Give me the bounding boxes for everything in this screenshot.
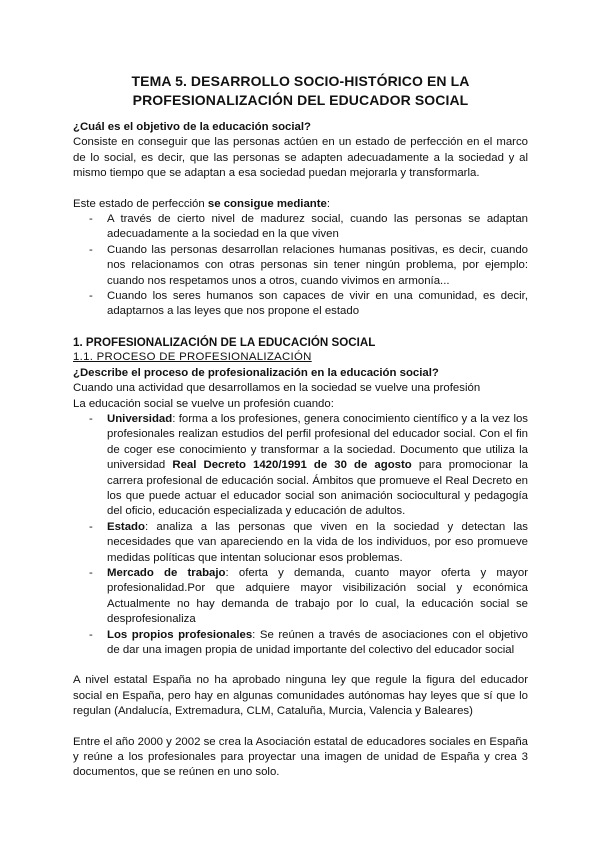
mercado-text: : oferta y demanda, cuanto mayor oferta y mayor profesionalidad.Por que adquiere mayor visibilización social y económica Actualmente no hay demanda de trabajo por lo cual, la educación social se desprofesionaliza (107, 566, 528, 626)
propios-text: : Se reúnen a través de asociaciones con el objetivo de dar una imagen propia de unidad importante del colectivo del educador social (107, 628, 528, 656)
list-item-mercado (107, 566, 528, 628)
term-universidad: Universidad (107, 412, 173, 425)
term-estado: Estado (107, 520, 145, 533)
decree-reference: Real Decreto 1420/1991 de 30 de agosto (172, 459, 412, 472)
term-propios: Los propios profesionales (107, 628, 253, 641)
spacer (73, 320, 528, 335)
list-item: - A través de cierto nivel de madurez social, cuando las personas se adaptan adecuadamente a la sociedad en la que viven (107, 212, 528, 243)
process-question: ¿Describe el proceso de profesionalización en la educación social? (73, 366, 439, 379)
perfection-intro (73, 197, 528, 212)
spacer (73, 182, 528, 197)
list-item: - Cuando los seres humanos son capaces de vivir en una comunidad, es decir, adaptarnos a las leyes que nos propone el estado (107, 289, 528, 320)
term-mercado: Mercado de trabajo (107, 566, 226, 579)
association-paragraph: Entre el año 2000 y 2002 se crea la Asociación estatal de educadores sociales en España y reúne a los profesionales para proyectar una imagen de unidad de España y crea 3 documentos, que se reúnen en uno solo. (73, 735, 528, 779)
spacer (73, 658, 528, 673)
title-line-1: TEMA 5. DESARROLLO SOCIO-HISTÓRICO EN LA (131, 73, 470, 89)
universidad-text: : forma a los profesiones, genera conocimiento científico y a la vez los profesionales realizan estudios del perfil profesional del educador social. Con el fin de coger ese conocimiento y transformar a la sociedad. Documento que utiliza la universidad (107, 412, 528, 472)
spacer (73, 720, 528, 735)
perfection-list (73, 212, 528, 320)
section-heading: 1. PROFESIONALIZACIÓN DE LA EDUCACIÓN SOCIAL (73, 335, 376, 349)
perfection-intro-colon: : (326, 197, 331, 210)
list-item-propios (107, 628, 528, 659)
objective-answer: Consiste en conseguir que las personas actúen en un estado de perfección en el marco de lo social, es decir, que las personas se adapten adecuadamente a la sociedad y al mismo tiempo que se adaptan a esa sociedad puedan mejorarla y transformarla. (73, 136, 528, 180)
document-title (73, 72, 528, 110)
perfection-intro-text: Este estado de perfección (73, 197, 208, 210)
perfection-intro-bold: se consigue mediante (207, 197, 327, 210)
process-list (73, 412, 528, 659)
title-line-2: PROFESIONALIZACIÓN DEL EDUCADOR SOCIAL (132, 92, 469, 108)
process-line-1: Cuando una actividad que desarrollamos en la sociedad se vuelve una profesión (73, 382, 481, 395)
universidad-text-end: para promocionar la carrera profesional de educación social. Ámbitos que promueve el Real Decreto en los que puede actuar el educador social son animación sociocultural y pedagogía del oficio, educación especializada y educación de adultos. (107, 459, 528, 518)
subsection-heading: 1.1. PROCESO DE PROFESIONALIZACIÓN (73, 351, 312, 364)
list-item-universidad (107, 412, 528, 520)
process-line-2: La educación social se vuelve un profesión cuando: (73, 397, 334, 410)
list-item-estado (107, 520, 528, 566)
estado-text: : analiza a las personas que viven en la sociedad y detectan las necesidades que van apareciendo en la vida de los individuos, por eso promueve medidas políticas que intentan solucionar esos problemas. (107, 520, 528, 564)
law-paragraph: A nivel estatal España no ha aprobado ninguna ley que regule la figura del educador social en España, pero hay en algunas comunidades autónomas hay leyes que sí que lo regulan (Andalucía, Extremadura, CLM, Cataluña, Murcia, Valencia y Baleares) (73, 674, 528, 718)
objective-question: ¿Cuál es el objetivo de la educación social? (73, 121, 312, 133)
list-item: - Cuando las personas desarrollan relaciones humanas positivas, es decir, cuando nos relacionamos con otras personas sin tener ningún problema, por ejemplo: cuando nos respetamos unos a otros, cuando vivimos en armonía... (107, 243, 528, 289)
